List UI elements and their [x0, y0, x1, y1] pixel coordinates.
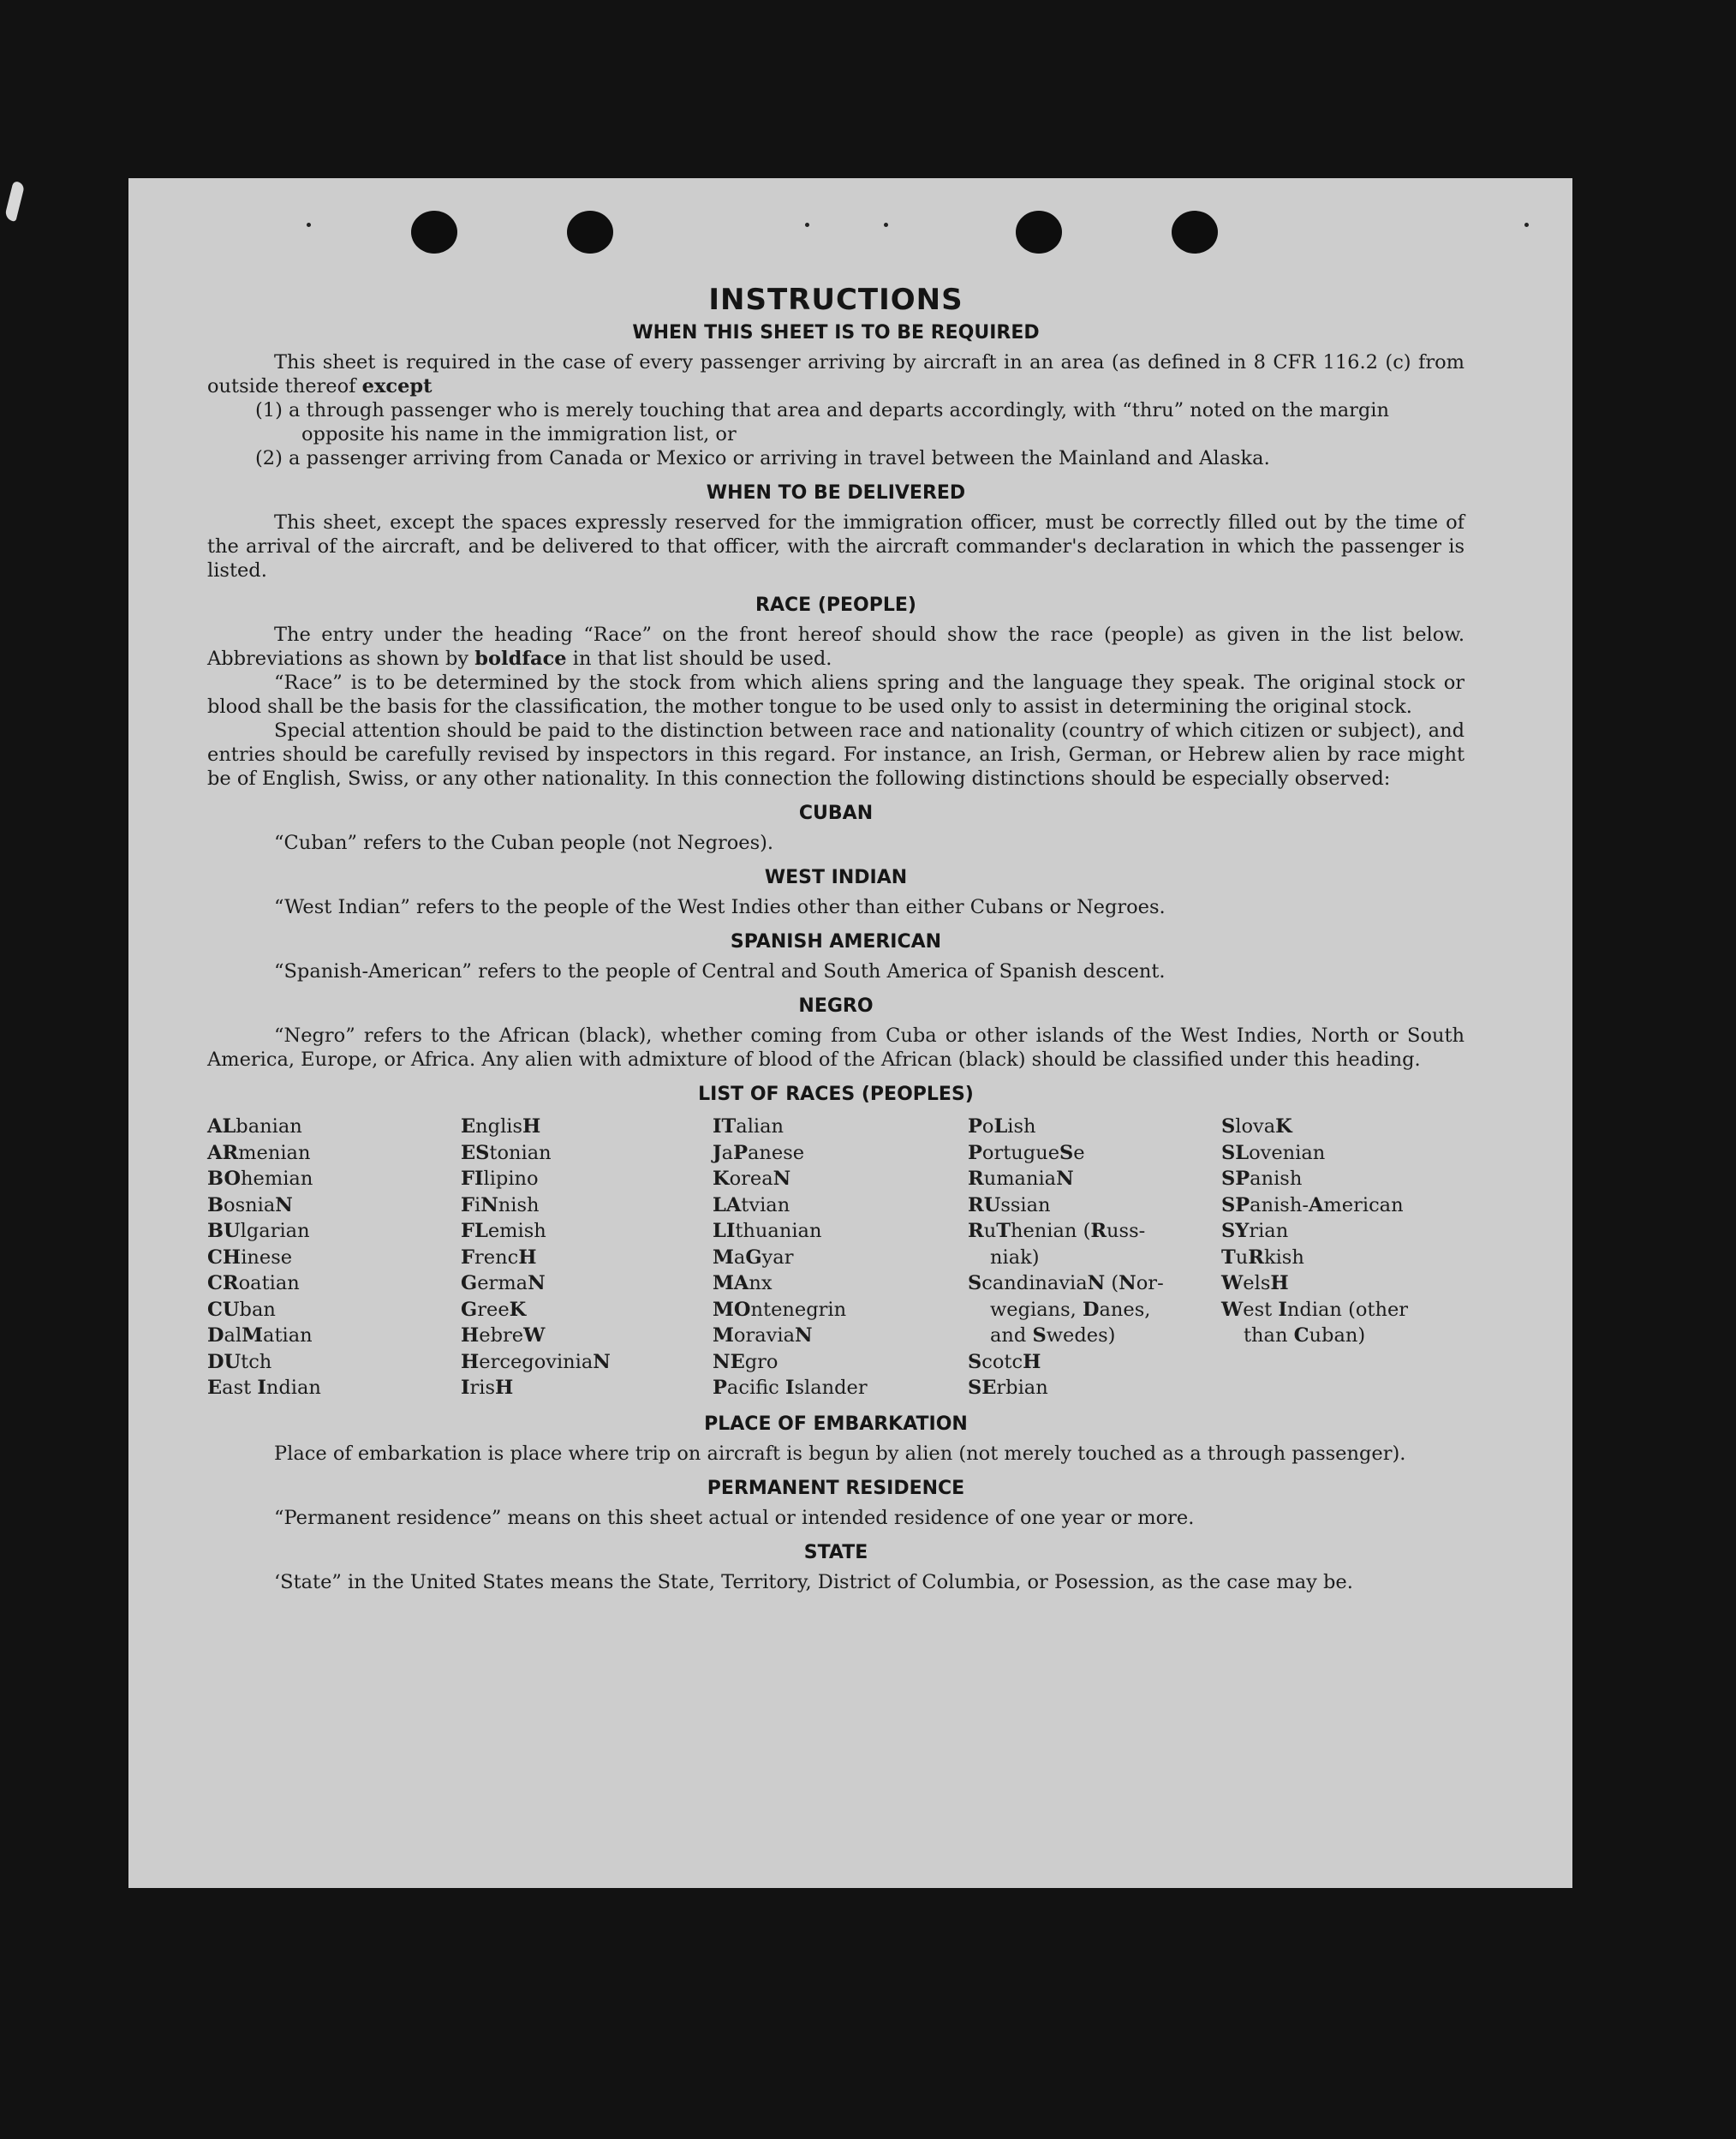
west-indian-text: “West Indian” refers to the people of the West Indies other than either Cubans or Negroes. — [274, 896, 1166, 918]
heading-permanent-residence: PERMANENT RESIDENCE — [707, 1477, 965, 1499]
race-entry: niak) — [990, 1246, 1040, 1269]
race-paragraph-3: Special attention should be paid to the distinction between race and nationality (country of which citizen or subject), and entries should be carefully revised by inspectors in this regard. For instance, an Irish, German, or Hebrew alien by race might be of English, Swiss, or any other nationality. In this connection the following distinctions should be especially observed: — [207, 720, 1465, 790]
race-entry: HebreW — [461, 1324, 546, 1347]
punch-hole — [411, 211, 457, 254]
race-entry: BUlgarian — [207, 1220, 310, 1242]
race-entry: RUssian — [968, 1193, 1051, 1216]
when-delivered-text: This sheet, except the spaces expressly reserved for the immigration officer, must be correctly filled out by the time of the arrival of the aircraft, and be delivered to that officer, with the aircraft commander's declaration in which the passenger is listed. — [207, 511, 1465, 582]
race-entry: IrisH — [461, 1377, 514, 1399]
race-entry: MaGyar — [713, 1246, 794, 1269]
race-entry: and Swedes) — [990, 1324, 1116, 1347]
race-entry: TuRkish — [1221, 1246, 1304, 1269]
race-entry: EStonian — [461, 1141, 552, 1164]
when-required-item-1: (1) a through passenger who is merely touching that area and departs accordingly, with “thru” noted on the margin opposite his name in the immigration list, or — [255, 399, 1389, 445]
race-entry: West Indian (other — [1221, 1298, 1409, 1321]
punch-hole — [1172, 211, 1218, 254]
race-entry: MAnx — [713, 1272, 773, 1294]
instruction-sheet — [128, 178, 1572, 1888]
heading-race: RACE (PEOPLE) — [755, 594, 916, 616]
document-title: INSTRUCTIONS — [708, 283, 963, 317]
race-entry: MoraviaN — [713, 1324, 813, 1347]
when-required-item-2: (2) a passenger arriving from Canada or Mexico or arriving in travel between the Mainland and Alaska. — [255, 447, 1270, 469]
race-entry: MOntenegrin — [713, 1298, 847, 1321]
cuban-text: “Cuban” refers to the Cuban people (not Negroes). — [274, 832, 774, 854]
race-entry: JaPanese — [713, 1141, 805, 1164]
race-entry: RuThenian (Russ- — [968, 1220, 1146, 1242]
heading-place-of-embarkation: PLACE OF EMBARKATION — [704, 1413, 968, 1435]
speck — [1524, 223, 1529, 227]
race-entry: GreeK — [461, 1298, 527, 1321]
race-entry: FiNnish — [461, 1193, 540, 1216]
race-entry: LAtvian — [713, 1193, 790, 1216]
race-entry: FIlipino — [461, 1168, 539, 1190]
place-of-embarkation-text: Place of embarkation is place where trip on aircraft is begun by alien (not merely touched as a through passenger). — [274, 1442, 1406, 1465]
race-entry: LIthuanian — [713, 1220, 822, 1242]
negro-text: “Negro” refers to the African (black), whether coming from Cuba or other islands of the West Indies, North or South America, Europe, or Africa. Any alien with admixture of blood of the African (black) should be classified under this heading. — [207, 1025, 1465, 1071]
race-entry: EnglisH — [461, 1115, 541, 1138]
race-entry: ITalian — [713, 1115, 784, 1138]
race-entry: ALbanian — [207, 1115, 302, 1138]
race-entry: than Cuban) — [1244, 1324, 1366, 1347]
heading-when-delivered: WHEN TO BE DELIVERED — [706, 482, 966, 504]
race-entry: WelsH — [1221, 1272, 1289, 1294]
race-entry: DalMatian — [207, 1324, 313, 1347]
race-entry: SYrian — [1221, 1220, 1289, 1242]
race-entry: PoLish — [968, 1115, 1036, 1138]
speck — [805, 223, 809, 227]
race-entry: KoreaN — [713, 1168, 791, 1190]
state-text: ‘State” in the United States means the State, Territory, District of Columbia, or Posession, as the case may be. — [274, 1570, 1353, 1593]
race-entry: ScotcH — [968, 1350, 1041, 1373]
race-entry: CRoatian — [207, 1272, 300, 1294]
heading-spanish-american: SPANISH AMERICAN — [730, 931, 942, 953]
race-paragraph-2: “Race” is to be determined by the stock from which aliens spring and the language they speak. The original stock or blood shall be the basis for the classification, the mother tongue to be used only to assist in determining the original stock. — [207, 672, 1465, 718]
race-entry: SlovaK — [1221, 1115, 1292, 1138]
race-column — [1221, 1114, 1461, 1401]
race-entry: Pacifc Islander — [713, 1377, 868, 1399]
race-column — [461, 1114, 713, 1401]
race-column — [968, 1114, 1221, 1401]
punch-hole — [1016, 211, 1062, 254]
race-entry: BosniaN — [207, 1193, 293, 1216]
race-entry: HercegoviniaN — [461, 1350, 611, 1373]
race-entry: ARmenian — [207, 1141, 311, 1164]
race-entry: SPanish-American — [1221, 1193, 1404, 1216]
speck — [884, 223, 888, 227]
race-column — [713, 1114, 968, 1401]
race-column — [207, 1114, 461, 1401]
race-entry: CHinese — [207, 1246, 293, 1269]
heading-list-of-races: LIST OF RACES (PEOPLES) — [698, 1084, 974, 1105]
race-entry: SErbian — [968, 1377, 1048, 1399]
race-entry: FrencH — [461, 1246, 537, 1269]
race-entry: GermaN — [461, 1272, 546, 1294]
permanent-residence-text: “Permanent residence” means on this sheet actual or intended residence of one year or more. — [274, 1506, 1195, 1529]
race-entry: DUtch — [207, 1350, 272, 1373]
race-entry: wegians, Danes, — [990, 1298, 1151, 1321]
heading-west-indian: WEST INDIAN — [764, 867, 908, 888]
punch-hole — [567, 211, 613, 254]
heading-cuban: CUBAN — [798, 803, 874, 824]
race-entry: FLemish — [461, 1220, 546, 1242]
scan-edge-mark — [4, 181, 26, 222]
spanish-american-text: “Spanish-American” refers to the people of Central and South America of Spanish descent. — [274, 960, 1166, 983]
race-entry: SPanish — [1221, 1168, 1303, 1190]
race-entry: PortugueSe — [968, 1141, 1085, 1164]
race-entry: RumaniaN — [968, 1168, 1074, 1190]
race-entry: BOhemian — [207, 1168, 313, 1190]
speck — [307, 223, 311, 227]
race-entry: East Indian — [207, 1377, 321, 1399]
race-list — [207, 1114, 1465, 1401]
race-entry: NEgro — [713, 1350, 779, 1373]
race-entry: SLovenian — [1221, 1141, 1326, 1164]
race-entry: CUban — [207, 1298, 276, 1321]
heading-state: STATE — [803, 1541, 868, 1563]
heading-negro: NEGRO — [798, 995, 874, 1017]
when-required-intro: This sheet is required in the case of every passenger arriving by aircraft in an area (as defined in 8 CFR 116.2 (c) from outside thereof except — [207, 351, 1465, 397]
race-paragraph-1: The entry under the heading “Race” on the front hereof should show the race (people) as given in the list below. Abbreviations as shown by boldface in that list should be used. — [207, 624, 1465, 670]
race-entry: ScandinaviaN (Nor- — [968, 1272, 1164, 1294]
heading-when-required: WHEN THIS SHEET IS TO BE REQUIRED — [632, 322, 1040, 344]
